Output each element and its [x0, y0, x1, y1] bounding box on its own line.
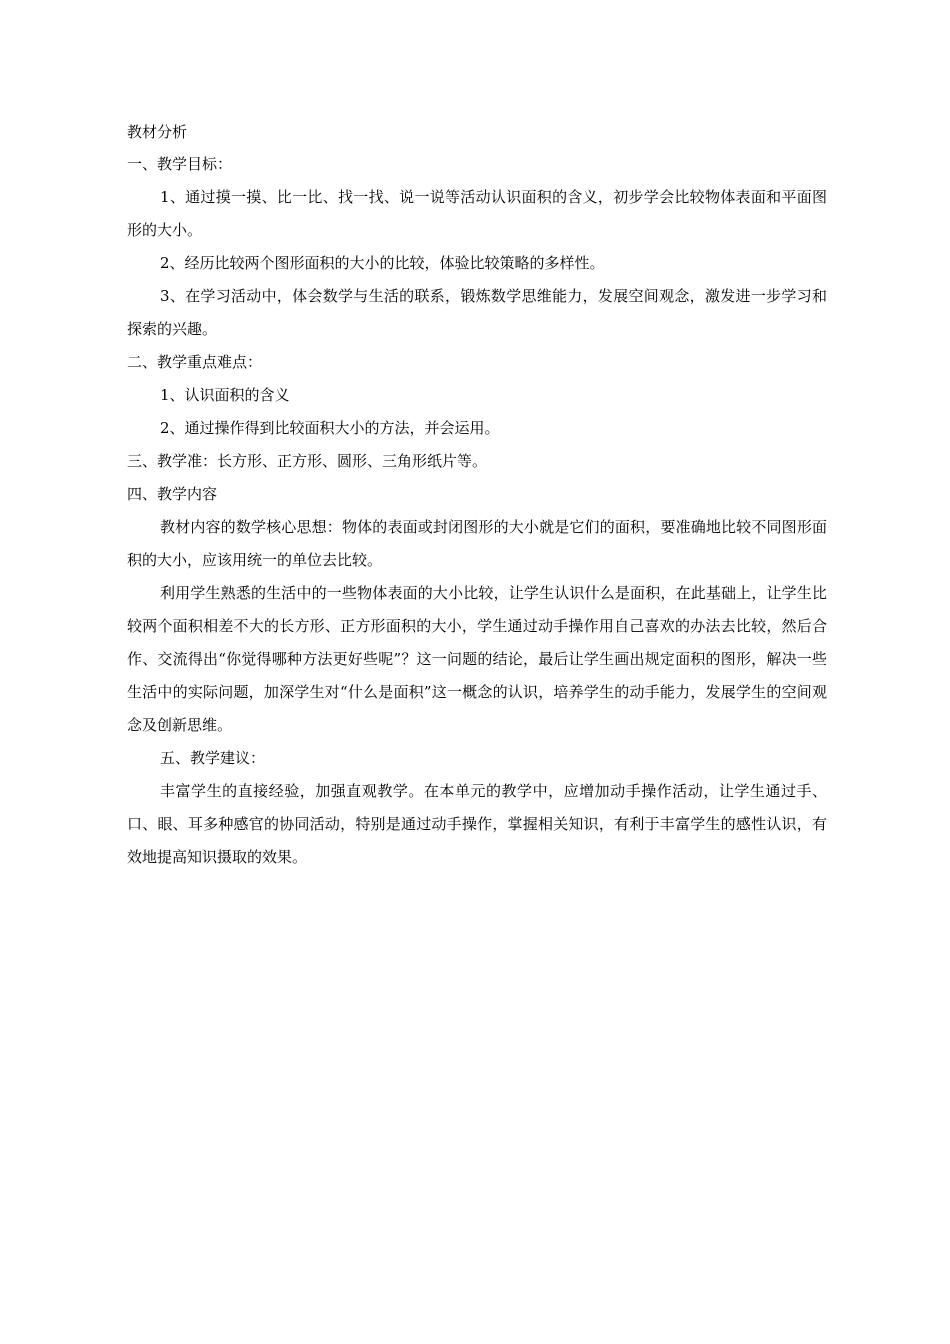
document-body — [127, 117, 827, 874]
key-point-1: 1、认识面积的含义 — [160, 386, 290, 404]
key-point-2: 2、通过操作得到比较面积大小的方法，并会运用。 — [160, 419, 500, 437]
document-title: 教材分析 — [127, 123, 188, 141]
objective-paragraph-2: 2、经历比较两个图形面积的大小的比较，体验比较策略的多样性。 — [160, 254, 605, 272]
suggestion-paragraph-1: 丰富学生的直接经验，加强直观教学。在本单元的教学中，应增加动手操作活动，让学生通过手、口、眼、耳多种感官的协同活动，特别是通过动手操作，掌握相关知识，有利于丰富学生的感性认识，有效地提高知识摄取的效果。 — [127, 782, 827, 866]
section-heading-key-points: 二、教学重点难点： — [127, 353, 263, 371]
content-paragraph-1: 教材内容的数学核心思想：物体的表面或封闭图形的大小就是它们的面积，要准确地比较不同图形面积的大小，应该用统一的单位去比较。 — [127, 518, 827, 569]
section-heading-content: 四、教学内容 — [127, 485, 218, 503]
section-heading-objectives: 一、教学目标： — [127, 155, 233, 173]
section-heading-preparation: 三、教学准：长方形、正方形、圆形、三角形纸片等。 — [127, 452, 488, 470]
content-paragraph-2: 利用学生熟悉的生活中的一些物体表面的大小比较，让学生认识什么是面积，在此基础上，让学生比较两个面积相差不大的长方形、正方形面积的大小，学生通过动手操作用自己喜欢的办法去比较，然后合作、交流得出“你觉得哪种方法更好些呢”？这一问题的结论，最后让学生画出规定面积的图形，解决一些生活中的实际问题，加深学生对“什么是面积”这一概念的认识，培养学生的动手能力，发展学生的空间观念及创新思维。 — [127, 584, 827, 734]
objective-paragraph-1: 1、通过摸一摸、比一比、找一找、说一说等活动认识面积的含义，初步学会比较物体表面和平面图形的大小。 — [127, 188, 827, 239]
objective-paragraph-3: 3、在学习活动中，体会数学与生活的联系，锻炼数学思维能力，发展空间观念，激发进一步学习和探索的兴趣。 — [127, 287, 827, 338]
section-heading-suggestions: 五、教学建议： — [160, 749, 266, 767]
